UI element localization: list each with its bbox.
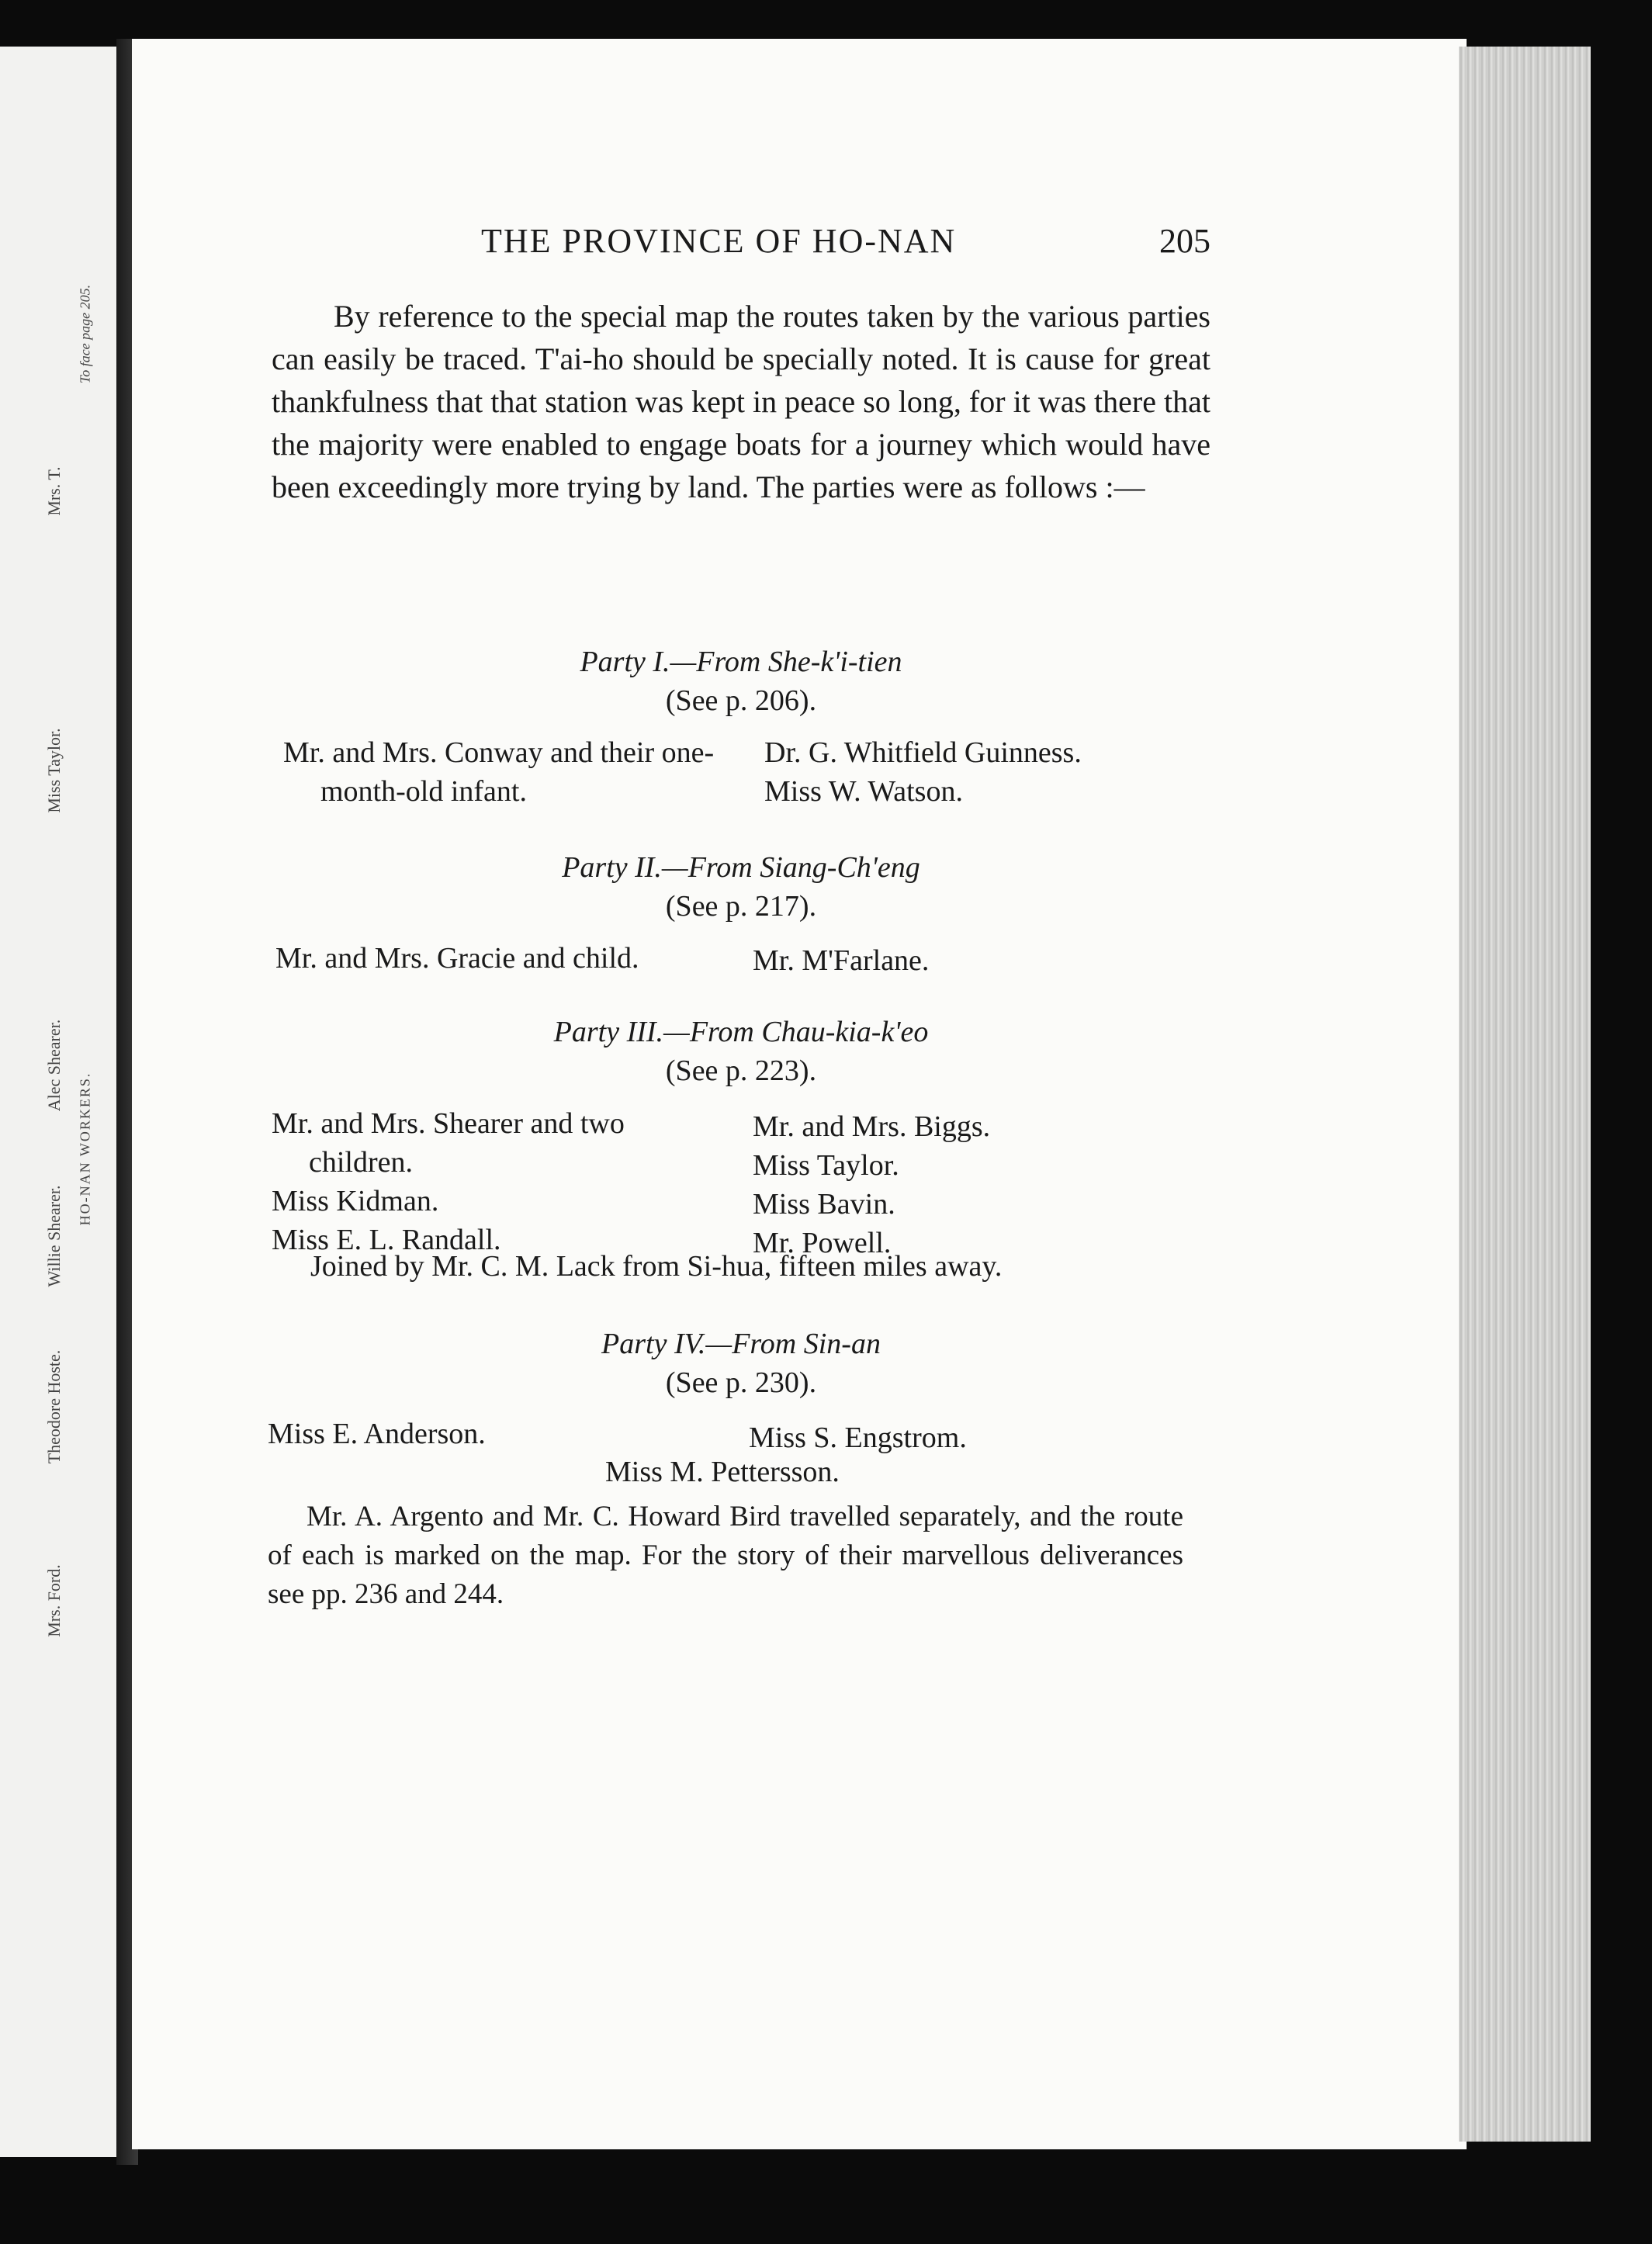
list-item: Mr. and Mrs. Conway and their one- xyxy=(283,736,715,769)
list-item: Mr. and Mrs. Gracie and child. xyxy=(275,942,639,975)
list-item: Mr. and Mrs. Shearer and two xyxy=(272,1107,625,1140)
list-item: Mr. and Mrs. Biggs. xyxy=(753,1110,991,1143)
party-3-joined-note: Joined by Mr. C. M. Lack from Si-hua, fifteen miles away. xyxy=(310,1250,1003,1283)
page-header xyxy=(481,221,1210,268)
party-2-heading xyxy=(272,848,1210,926)
list-item: Miss E. L. Randall. xyxy=(272,1224,501,1256)
party-4-heading xyxy=(272,1325,1210,1402)
party-1-title: Party I.—From She-k'i-tien xyxy=(580,646,902,678)
list-item: Miss W. Watson. xyxy=(764,775,963,808)
party-3-ref: (See p. 223). xyxy=(665,1054,817,1087)
list-item: Miss E. Anderson. xyxy=(268,1418,486,1450)
list-item: Miss S. Engstrom. xyxy=(749,1422,967,1454)
list-item: Dr. G. Whitfield Guinness. xyxy=(764,736,1082,769)
facing-plate-caption xyxy=(0,93,109,1645)
plate-caption: HO-NAN WORKERS. xyxy=(77,1072,93,1226)
party-3-left xyxy=(272,1104,625,1259)
party-4-right xyxy=(749,1418,967,1457)
closing-paragraph: Mr. A. Argento and Mr. C. Howard Bird travelled separately, and the route of each is marked on the map. For the story of their marvellous deliverances see pp. 236 and 244. xyxy=(268,1501,1183,1610)
list-item: children. xyxy=(309,1146,414,1179)
spine-name-3: Willie Shearer. xyxy=(44,1185,64,1287)
party-3-right xyxy=(753,1107,990,1262)
party-4-ref: (See p. 230). xyxy=(665,1366,817,1399)
spine-name-4: Alec Shearer. xyxy=(44,1019,64,1112)
page-number: 205 xyxy=(1159,222,1210,260)
list-item: Miss Bavin. xyxy=(753,1188,895,1221)
list-item: Mr. Powell. xyxy=(753,1227,892,1259)
party-2-right xyxy=(753,941,929,980)
party-1-ref: (See p. 206). xyxy=(665,684,817,717)
party-3-title: Party III.—From Chau-kia-k'eo xyxy=(553,1016,929,1048)
party-1-heading xyxy=(272,642,1210,720)
spine-name-6: Mrs. T. xyxy=(44,466,64,516)
list-item: Miss M. Pettersson. xyxy=(605,1456,840,1488)
spine-name-5: Miss Taylor. xyxy=(44,728,64,813)
list-item: Miss Kidman. xyxy=(272,1185,439,1217)
party-4-center xyxy=(605,1453,840,1491)
party-1-right xyxy=(764,733,1082,811)
party-2-left xyxy=(275,939,639,978)
party-3-heading xyxy=(272,1013,1210,1090)
list-item: Miss Taylor. xyxy=(753,1149,899,1182)
running-head: THE PROVINCE OF HO-NAN xyxy=(481,222,957,260)
party-4-title: Party IV.—From Sin-an xyxy=(601,1328,881,1360)
facing-note: To face page 205. xyxy=(77,284,93,384)
party-2-ref: (See p. 217). xyxy=(665,890,817,923)
party-2-title: Party II.—From Siang-Ch'eng xyxy=(562,851,920,884)
list-item: Mr. M'Farlane. xyxy=(753,944,930,977)
spine-name-1: Mrs. Ford. xyxy=(44,1564,64,1637)
party-4-left xyxy=(268,1415,486,1453)
page-edges xyxy=(1459,47,1591,2142)
list-item: month-old infant. xyxy=(320,775,527,808)
party-1-left xyxy=(283,733,714,811)
intro-paragraph: By reference to the special map the routes taken by the various parties can easily be traced. T'ai-ho should be specially noted. It is cause for great thankfulness that that station was kept in peace so long, for it was there that the majority were enabled to engage boats for a journey which would have been exceedingly more trying by land. The parties were as follows :— xyxy=(272,299,1210,504)
spine-name-2: Theodore Hoste. xyxy=(44,1349,64,1464)
